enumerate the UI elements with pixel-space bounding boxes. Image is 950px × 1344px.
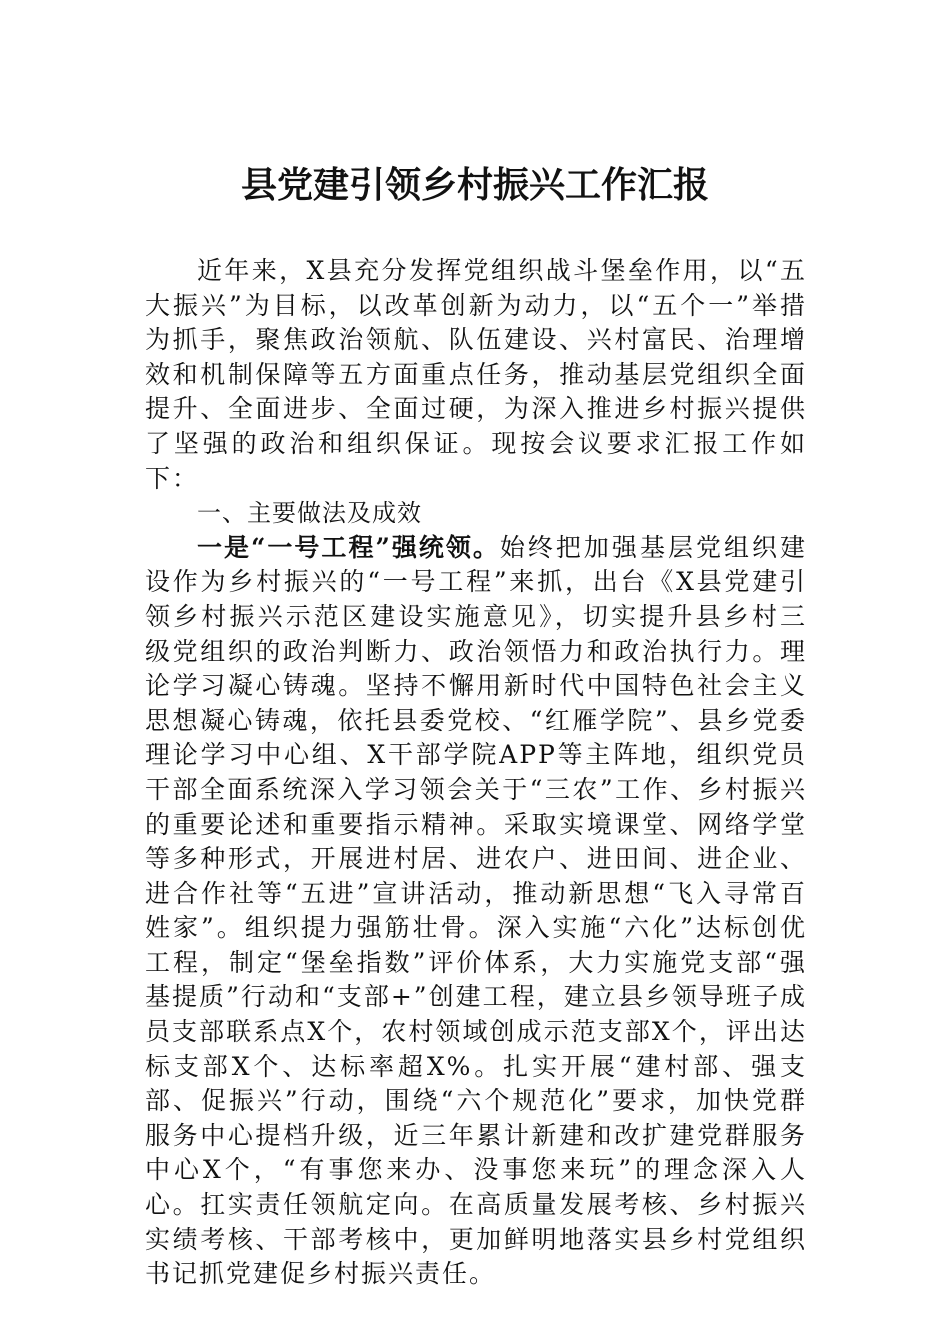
intro-paragraph: 近年来，X县充分发挥党组织战斗堡垒作用，以“五大振兴”为目标，以改革创新为动力，以“五个一”举措为抓手，聚焦政治领航、队伍建设、兴村富民、治理增效和机制保障等五方面重点任务，推动基层党组织全面提升、全面进步、全面过硬，为深入推进乡村振兴提供了坚强的政治和组织保证。现按会议要求汇报工作如下：	[145, 256, 807, 493]
section-heading: 一、主要做法及成效	[197, 499, 422, 528]
point-one-body: 始终把加强基层党组织建设作为乡村振兴的“一号工程”来抓，出台《X县党建引领乡村振兴示范区建设实施意见》，切实提升县乡村三级党组织的政治判断力、政治领悟力和政治执行力。理论学习凝心铸魂。坚持不懈用新时代中国特色社会主义思想凝心铸魂，依托县委党校、“红雁学院”、县乡党委理论学习中心组、X干部学院APP等主阵地，组织党员干部全面系统深入学习领会关于“三农”工作、乡村振兴的重要论述和重要指示精神。采取实境课堂、网络学堂等多种形式，开展进村居、进农户、进田间、进企业、进合作社等“五进”宣讲活动，推动新思想“飞入寻常百姓家”。组织提力强筋壮骨。深入实施“六化”达标创优工程，制定“堡垒指数”评价体系，大力实施党支部“强基提质”行动和“支部+”创建工程，建立县乡领导班子成员支部联系点X个，农村领域创成示范支部X个，评出达标支部X个、达标率超X%。扎实开展“建村部、强支部、促振兴”行动，围绕“六个规范化”要求，加快党群服务中心提档升级，近三年累计新建和改扩建党群服务中心X个，“有事您来办、没事您来玩”的理念深入人心。扛实责任领航定向。在高质量发展考核、乡村振兴实绩考核、干部考核中，更加鲜明地落实县乡村党组织书记抓党建促乡村振兴责任。	[145, 532, 807, 1289]
document-body	[145, 254, 807, 1292]
document-title: 县党建引领乡村振兴工作汇报	[240, 164, 709, 206]
point-one-lead: 一是“一号工程”强统领。	[197, 532, 500, 562]
point-one-paragraph	[145, 531, 807, 1292]
